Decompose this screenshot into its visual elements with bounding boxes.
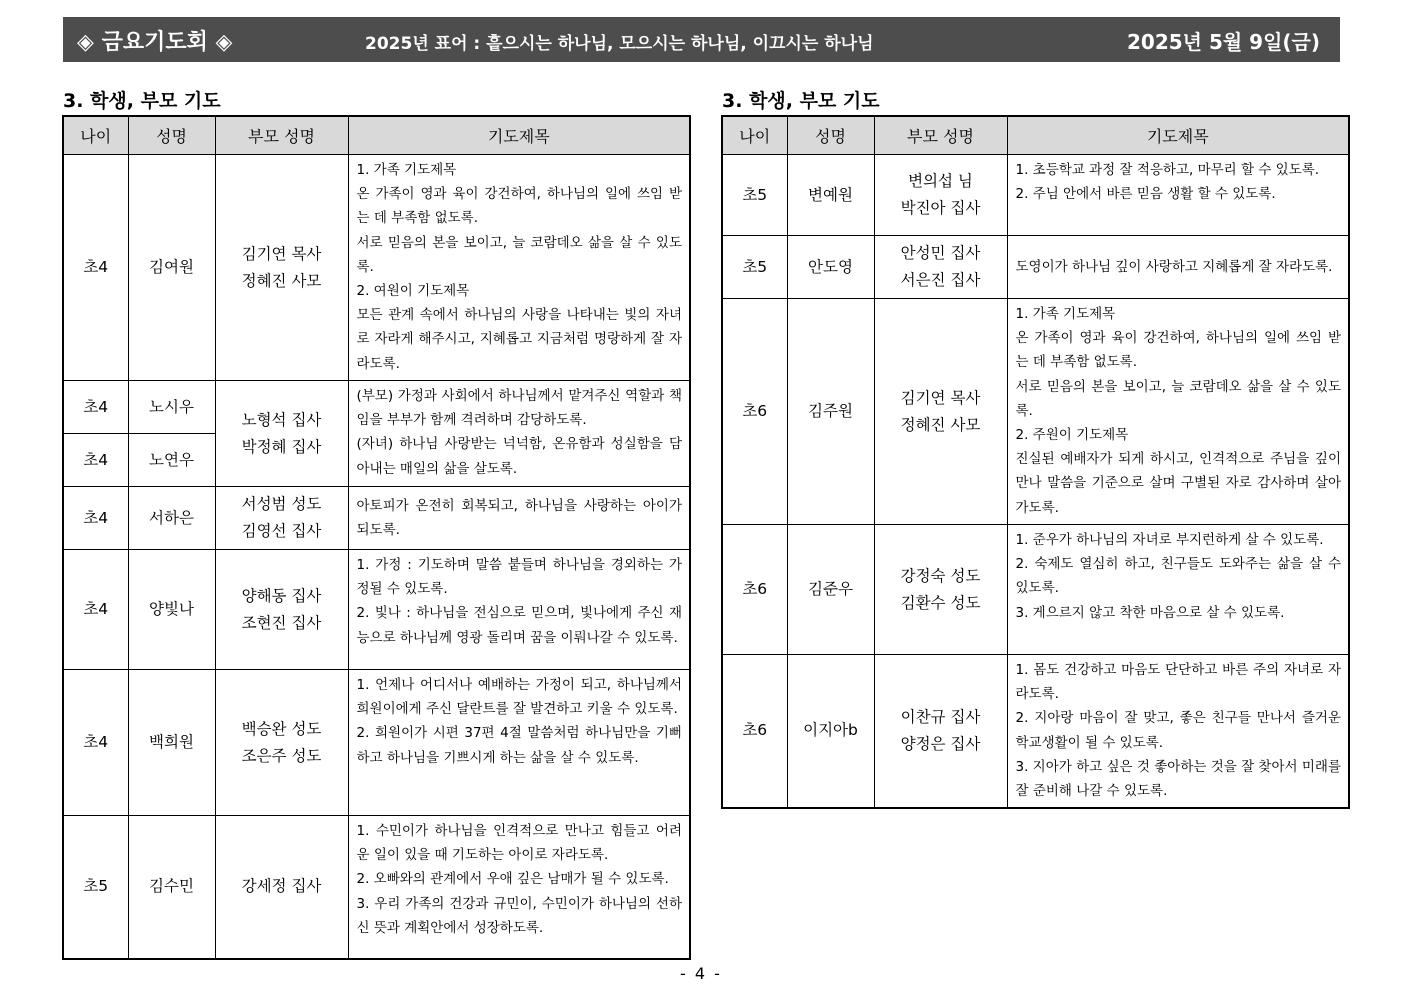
prayer-line: 1. 가정 : 기도하며 말씀 붙들며 하나님을 경외하는 가정될 수 있도록. bbox=[356, 557, 682, 598]
prayer-line: (자녀) 하나님 사랑받는 넉넉함, 온유함과 성실함을 담아내는 매일의 삶을 살도록. bbox=[356, 436, 682, 477]
parent-name: 정혜진 사모 bbox=[241, 271, 322, 290]
left-section-title: 3. 학생, 부모 기도 bbox=[63, 90, 221, 112]
prayer-cell bbox=[348, 487, 690, 550]
parent-name: 박진아 집사 bbox=[900, 199, 981, 217]
prayer-line: 도영이가 하나님 깊이 사랑하고 지혜롭게 잘 자라도록. bbox=[1015, 258, 1333, 275]
age-cell: 초6 bbox=[722, 525, 787, 655]
col-header-parents: 부모 성명 bbox=[874, 116, 1007, 155]
parents-cell bbox=[874, 299, 1007, 525]
name-cell: 김주원 bbox=[787, 299, 874, 525]
col-header-name: 성명 bbox=[787, 116, 874, 155]
table-row bbox=[722, 299, 1349, 525]
prayer-line: 1. 준우가 하나님의 자녀로 부지런하게 살 수 있도록. bbox=[1015, 532, 1324, 548]
parents-cell bbox=[215, 816, 348, 959]
table-row bbox=[63, 155, 690, 381]
parents-cell bbox=[874, 155, 1007, 236]
prayer-line: 1. 가족 기도제목 bbox=[1015, 306, 1116, 322]
table-row bbox=[722, 155, 1349, 236]
header-bar bbox=[63, 17, 1340, 62]
table-row bbox=[63, 670, 690, 816]
right-prayer-table bbox=[721, 115, 1350, 809]
prayer-line: 2. 지아랑 마음이 잘 맞고, 좋은 친구들 만나서 즐거운 학교생활이 될 수 있도록. bbox=[1015, 710, 1341, 751]
right-section-title: 3. 학생, 부모 기도 bbox=[722, 90, 880, 112]
parents-cell bbox=[874, 236, 1007, 299]
col-header-age: 나이 bbox=[722, 116, 787, 155]
col-header-parents: 부모 성명 bbox=[215, 116, 348, 155]
age-cell: 초4 bbox=[63, 670, 128, 816]
header-title: ◈ 금요기도회 ◈ bbox=[77, 30, 233, 55]
name-cell: 김수민 bbox=[128, 816, 215, 959]
age-cell: 초5 bbox=[722, 155, 787, 236]
parent-name: 양해동 집사 bbox=[241, 586, 322, 605]
age-cell: 초4 bbox=[63, 381, 128, 434]
parents-cell bbox=[215, 670, 348, 816]
parent-name: 양정은 집사 bbox=[900, 734, 981, 753]
prayer-cell bbox=[1007, 655, 1349, 808]
age-cell: 초4 bbox=[63, 155, 128, 381]
age-cell: 초4 bbox=[63, 550, 128, 670]
prayer-cell bbox=[1007, 299, 1349, 525]
parent-name: 김기연 목사 bbox=[241, 244, 322, 263]
col-header-prayer: 기도제목 bbox=[1007, 116, 1349, 155]
table-header-row bbox=[722, 116, 1349, 155]
parents-cell bbox=[215, 155, 348, 381]
prayer-line: 2. 오빠와의 관계에서 우애 깊은 남매가 될 수 있도록. bbox=[356, 871, 669, 888]
prayer-cell bbox=[348, 155, 690, 381]
age-cell: 초5 bbox=[722, 236, 787, 299]
parent-name: 안성민 집사 bbox=[900, 244, 981, 262]
parent-name: 정혜진 사모 bbox=[900, 415, 981, 434]
prayer-line: 2. 빛나 : 하나님을 전심으로 믿으며, 빛나에게 주신 재능으로 하나님께 영광 돌리며 꿈을 이뤄나갈 수 있도록. bbox=[356, 605, 682, 646]
name-cell: 안도영 bbox=[787, 236, 874, 299]
table-row bbox=[722, 525, 1349, 655]
parents-cell bbox=[215, 487, 348, 550]
prayer-cell bbox=[348, 550, 690, 670]
name-cell: 김여원 bbox=[128, 155, 215, 381]
prayer-line: 3. 우리 가족의 건강과 규민이, 수민이가 하나님의 선하신 뜻과 계획안에서 성장하도록. bbox=[356, 895, 682, 936]
prayer-line: 1. 몸도 건강하고 마음도 단단하고 바른 주의 자녀로 자라도록. bbox=[1015, 662, 1341, 703]
parent-name: 강정숙 성도 bbox=[900, 566, 981, 585]
prayer-cell bbox=[348, 816, 690, 959]
parents-cell bbox=[874, 525, 1007, 655]
prayer-cell bbox=[1007, 155, 1349, 236]
parent-name: 이찬규 집사 bbox=[900, 707, 981, 726]
table-row bbox=[63, 550, 690, 670]
prayer-cell bbox=[348, 381, 690, 487]
age-cell: 초6 bbox=[722, 299, 787, 525]
age-cell: 초4 bbox=[63, 434, 128, 487]
prayer-line: 1. 초등학교 과정 잘 적응하고, 마무리 할 수 있도록. bbox=[1015, 162, 1320, 178]
prayer-line: 3. 게으르지 않고 착한 마음으로 살 수 있도록. bbox=[1015, 604, 1285, 621]
prayer-cell bbox=[348, 670, 690, 816]
parent-name: 김기연 목사 bbox=[900, 388, 981, 407]
prayer-line: 온 가족이 영과 육이 강건하여, 하나님의 일에 쓰임 받는 데 부족함 없도록. bbox=[1015, 330, 1341, 371]
prayer-line: 3. 지아가 하고 싶은 것 좋아하는 것을 잘 찾아서 미래를 잘 준비해 나갈 수 있도록. bbox=[1015, 758, 1341, 800]
prayer-cell bbox=[1007, 236, 1349, 299]
name-cell: 양빛나 bbox=[128, 550, 215, 670]
col-header-age: 나이 bbox=[63, 116, 128, 155]
parent-name: 강세정 집사 bbox=[241, 877, 322, 896]
parent-name: 변의섭 님 bbox=[908, 172, 973, 190]
parent-name: 노형석 집사 bbox=[241, 410, 322, 429]
table-row bbox=[63, 487, 690, 550]
prayer-line: 1. 언제나 어디서나 예배하는 가정이 되고, 하나님께서 희원이에게 주신 달란트를 잘 발견하고 키울 수 있도록. bbox=[356, 677, 682, 718]
prayer-cell bbox=[1007, 525, 1349, 655]
prayer-line: 모든 관계 속에서 하나님의 사랑을 나타내는 빛의 자녀로 자라게 해주시고, 지혜롭고 지금처럼 명랑하게 잘 자라도록. bbox=[356, 307, 682, 372]
prayer-line: 2. 주원이 기도제목 bbox=[1015, 427, 1129, 444]
parents-cell bbox=[215, 381, 348, 487]
header-date: 2025년 5월 9일(금) bbox=[1127, 30, 1320, 54]
parent-name: 김영선 집사 bbox=[241, 522, 322, 540]
prayer-line: 1. 수민이가 하나님을 인격적으로 만나고 힘들고 어려운 일이 있을 때 기도하는 아이로 자라도록. bbox=[356, 823, 682, 864]
name-cell: 노시우 bbox=[128, 381, 215, 434]
left-prayer-table bbox=[62, 115, 691, 960]
age-cell: 초4 bbox=[63, 487, 128, 550]
col-header-name: 성명 bbox=[128, 116, 215, 155]
col-header-prayer: 기도제목 bbox=[348, 116, 690, 155]
table-row bbox=[722, 236, 1349, 299]
parent-name: 박정혜 집사 bbox=[241, 437, 322, 456]
table-header-row bbox=[63, 116, 690, 155]
name-cell: 이지아b bbox=[787, 655, 874, 808]
parent-name: 조현진 집사 bbox=[241, 613, 322, 632]
age-cell: 초6 bbox=[722, 655, 787, 808]
prayer-line: 2. 희원이가 시편 37편 4절 말씀처럼 하나님만을 기뻐하고 하나님을 기쁘시게 하는 삶을 살 수 있도록. bbox=[356, 725, 682, 766]
header-motto: 2025년 표어 : 흩으시는 하나님, 모으시는 하나님, 이끄시는 하나님 bbox=[365, 34, 874, 54]
parents-cell bbox=[874, 655, 1007, 808]
prayer-line: 2. 주님 안에서 바른 믿음 생활 할 수 있도록. bbox=[1015, 186, 1276, 203]
prayer-line: 서로 믿음의 본을 보이고, 늘 코람데오 삶을 살 수 있도록. bbox=[356, 234, 682, 275]
name-cell: 노연우 bbox=[128, 434, 215, 487]
parent-name: 서은진 집사 bbox=[900, 271, 981, 289]
age-cell: 초5 bbox=[63, 816, 128, 959]
table-row bbox=[63, 816, 690, 959]
prayer-line: 2. 여원이 기도제목 bbox=[356, 283, 470, 300]
prayer-line: 진실된 예배자가 되게 하시고, 인격적으로 주님을 깊이 만나 말씀을 기준으로 살며 구별된 자로 감사하며 살아가도록. bbox=[1015, 451, 1341, 516]
prayer-line: (부모) 가정과 사회에서 하나님께서 맡겨주신 역할과 책임을 부부가 함께 격려하며 감당하도록. bbox=[356, 388, 682, 429]
parent-name: 김환수 성도 bbox=[900, 593, 981, 612]
name-cell: 백희원 bbox=[128, 670, 215, 816]
table-row bbox=[63, 381, 690, 434]
prayer-line: 서로 믿음의 본을 보이고, 늘 코람데오 삶을 살 수 있도록. bbox=[1015, 378, 1341, 419]
parents-cell bbox=[215, 550, 348, 670]
prayer-line: 1. 가족 기도제목 bbox=[356, 162, 457, 178]
parent-name: 서성범 성도 bbox=[241, 495, 322, 513]
parent-name: 백승완 성도 bbox=[241, 719, 322, 738]
prayer-line: 아토피가 온전히 회복되고, 하나님을 사랑하는 아이가 되도록. bbox=[356, 497, 682, 538]
prayer-line: 온 가족이 영과 육이 강건하여, 하나님의 일에 쓰임 받는 데 부족함 없도록. bbox=[356, 186, 682, 227]
prayer-line: 2. 숙제도 열심히 하고, 친구들도 도와주는 삶을 살 수 있도록. bbox=[1015, 556, 1341, 597]
name-cell: 김준우 bbox=[787, 525, 874, 655]
name-cell: 변예원 bbox=[787, 155, 874, 236]
page-number: - 4 - bbox=[680, 964, 722, 983]
parent-name: 조은주 성도 bbox=[241, 746, 322, 765]
name-cell: 서하은 bbox=[128, 487, 215, 550]
table-row bbox=[722, 655, 1349, 808]
